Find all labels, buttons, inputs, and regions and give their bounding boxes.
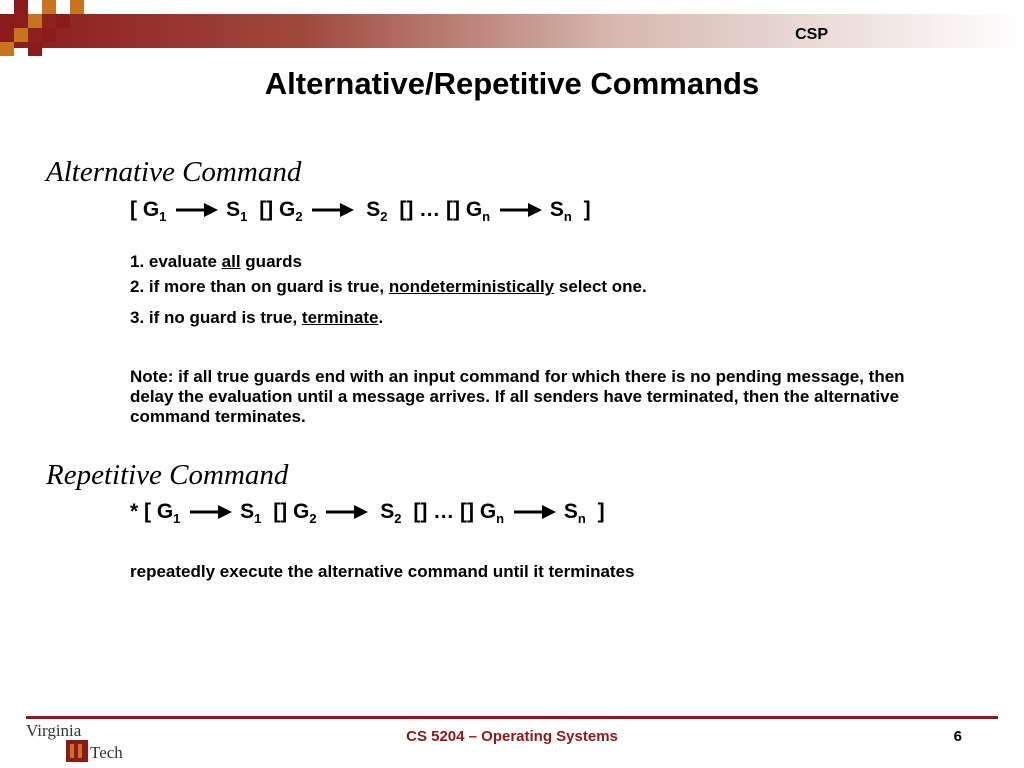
formula-sub: n: [563, 209, 572, 225]
step-item: [130, 308, 383, 328]
formula-sub: 2: [309, 511, 317, 527]
note-label: Note:: [130, 367, 174, 386]
step-item: [130, 252, 302, 272]
formula-sep: [] G: [273, 500, 310, 523]
header-square: [56, 14, 70, 28]
formula-close: ]: [583, 198, 591, 221]
note-block: [130, 367, 950, 427]
alternative-formula: [130, 198, 591, 224]
formula-sub: 1: [240, 209, 248, 225]
step-text: 3. if no guard is true,: [130, 308, 302, 327]
step-emphasis: nondeterministically: [388, 277, 555, 296]
header-square: [70, 0, 84, 14]
formula-s: S: [240, 500, 255, 523]
repetitive-description: repeatedly execute the alternative command until it terminates: [130, 562, 635, 581]
header-square: [0, 42, 14, 56]
arrow-icon: [498, 201, 542, 219]
repetitive-formula: [130, 500, 605, 526]
step-emphasis: all: [221, 252, 241, 271]
formula-sub: 2: [380, 209, 388, 225]
alternative-heading: Alternative Command: [46, 156, 302, 188]
formula-open: * [ G: [130, 500, 174, 523]
logo-text-line2: Tech: [90, 743, 123, 762]
formula-s: S: [380, 500, 395, 523]
header-label: CSP: [795, 26, 828, 43]
formula-sub: 1: [254, 511, 262, 527]
header-square: [0, 14, 14, 28]
formula-sep: [] … [] G: [399, 198, 483, 221]
header-square: [14, 28, 28, 42]
formula-sub: 1: [159, 209, 167, 225]
header-gradient-bar: [0, 14, 1024, 48]
formula-s: S: [366, 198, 381, 221]
formula-close: ]: [597, 500, 605, 523]
footer-rule: [26, 716, 998, 719]
step-emphasis: terminate: [301, 308, 379, 327]
header-square: [42, 28, 56, 42]
formula-sub: 2: [394, 511, 402, 527]
arrow-icon: [512, 503, 556, 521]
formula-open: [ G: [130, 198, 160, 221]
formula-sub: n: [496, 511, 505, 527]
arrow-icon: [188, 503, 232, 521]
arrow-icon: [324, 503, 368, 521]
header-square: [28, 42, 42, 56]
formula-sep: [] … [] G: [413, 500, 497, 523]
formula-sub: n: [577, 511, 586, 527]
arrow-icon: [174, 201, 218, 219]
formula-s: S: [226, 198, 241, 221]
page-number: 6: [953, 728, 962, 745]
header-square: [42, 0, 56, 14]
logo-text-line1: Virginia: [26, 721, 82, 740]
header-square: [14, 0, 28, 14]
step-text: .: [378, 308, 384, 327]
formula-sub: 1: [173, 511, 181, 527]
step-text: select one.: [554, 277, 647, 296]
repetitive-heading: Repetitive Command: [46, 459, 289, 491]
footer-title: CS 5204 – Operating Systems: [406, 728, 618, 745]
formula-sub: 2: [295, 209, 303, 225]
step-text: 2. if more than on guard is true,: [130, 277, 389, 296]
note-text: if all true guards end with an input command for which there is no pending message, then delay the evaluation until a message arrives. If all senders have terminated, then the alternative command terminates.: [130, 367, 905, 426]
step-text: 1. evaluate: [130, 252, 222, 271]
slide-title: Alternative/Repetitive Commands: [264, 66, 760, 101]
arrow-icon: [310, 201, 354, 219]
formula-sub: n: [482, 209, 491, 225]
formula-sep: [] G: [259, 198, 296, 221]
header-square: [28, 14, 42, 28]
step-text: guards: [240, 252, 302, 271]
step-item: [130, 277, 647, 297]
formula-s: S: [549, 198, 564, 221]
formula-s: S: [563, 500, 578, 523]
